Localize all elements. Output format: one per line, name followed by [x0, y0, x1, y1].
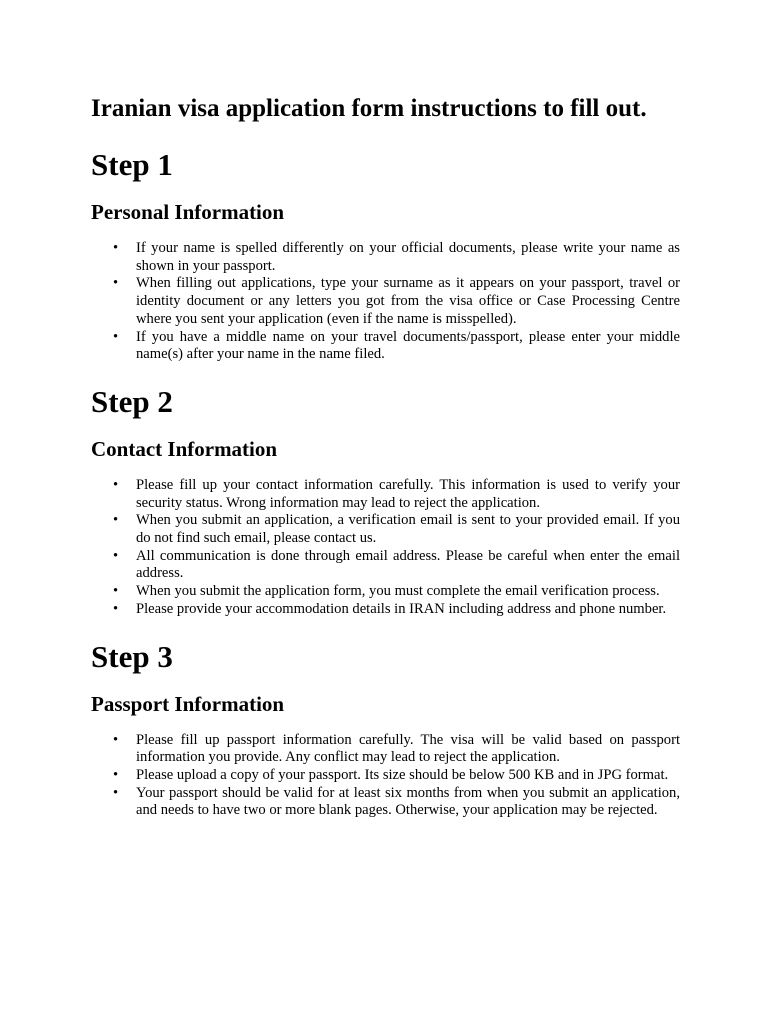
list-item: [91, 583, 680, 601]
bullet-icon: •: [113, 547, 119, 564]
list-item: [91, 329, 680, 364]
list-item: [91, 512, 680, 547]
list-item: [91, 785, 680, 820]
contact-information-list: [91, 477, 680, 619]
list-item-text: Please provide your accommodation details in IRAN including address and phone number.: [136, 600, 667, 617]
bullet-icon: •: [113, 583, 119, 600]
list-item-text: When you submit the application form, you must complete the email verification process.: [136, 583, 660, 600]
passport-information-heading: Passport Information: [91, 691, 285, 716]
list-item: [91, 275, 680, 328]
list-item-text: All communication is done through email address. Please be careful when enter the email address.: [136, 547, 680, 582]
list-item-text: Please fill up passport information carefully. The visa will be valid based on passport information you provide. Any conflict may lead to reject the application.: [136, 731, 680, 766]
personal-information-heading: Personal Information: [91, 200, 285, 224]
step-3-heading: Step 3: [91, 638, 173, 674]
passport-information-list: [91, 732, 680, 821]
document-title: Iranian visa application form instructions to fill out.: [91, 95, 647, 122]
list-item-text: If your name is spelled differently on your official documents, please write your name as shown in your passport.: [136, 240, 680, 274]
bullet-icon: •: [113, 766, 119, 783]
list-item-text: When filling out applications, type your surname as it appears on your passport, travel or identity document or any letters you got from the visa office or Case Processing Centre where you sent your application (even if the name is misspelled).: [136, 275, 680, 327]
list-item: [91, 601, 680, 619]
step-2-heading: Step 2: [91, 383, 173, 419]
list-item: [91, 548, 680, 583]
bullet-icon: •: [113, 328, 119, 345]
list-item: [91, 767, 680, 785]
bullet-icon: •: [113, 600, 119, 617]
list-item-text: When you submit an application, a verification email is sent to your provided email. If you do not find such email, please contact us.: [136, 512, 680, 547]
step-1-heading: Step 1: [91, 147, 173, 182]
bullet-icon: •: [113, 476, 119, 493]
list-item-text: Please upload a copy of your passport. Its size should be below 500 KB and in JPG format.: [136, 766, 669, 783]
bullet-icon: •: [113, 731, 119, 748]
list-item: [91, 240, 680, 275]
contact-information-heading: Contact Information: [91, 436, 278, 461]
list-item-text: Your passport should be valid for at least six months from when you submit an application, and needs to have two or more blank pages. Otherwise, your application may be rejected.: [136, 784, 680, 819]
list-item: [91, 732, 680, 767]
personal-information-list: [91, 240, 680, 364]
bullet-icon: •: [113, 240, 119, 256]
list-item-text: Please fill up your contact information carefully. This information is used to verify your security status. Wrong information may lead to reject the application.: [136, 476, 680, 511]
list-item-text: If you have a middle name on your travel documents/passport, please enter your middle name(s) after your name in the name filed.: [136, 328, 680, 363]
bullet-icon: •: [113, 512, 119, 529]
list-item: [91, 477, 680, 512]
bullet-icon: •: [113, 784, 119, 801]
bullet-icon: •: [113, 275, 119, 292]
